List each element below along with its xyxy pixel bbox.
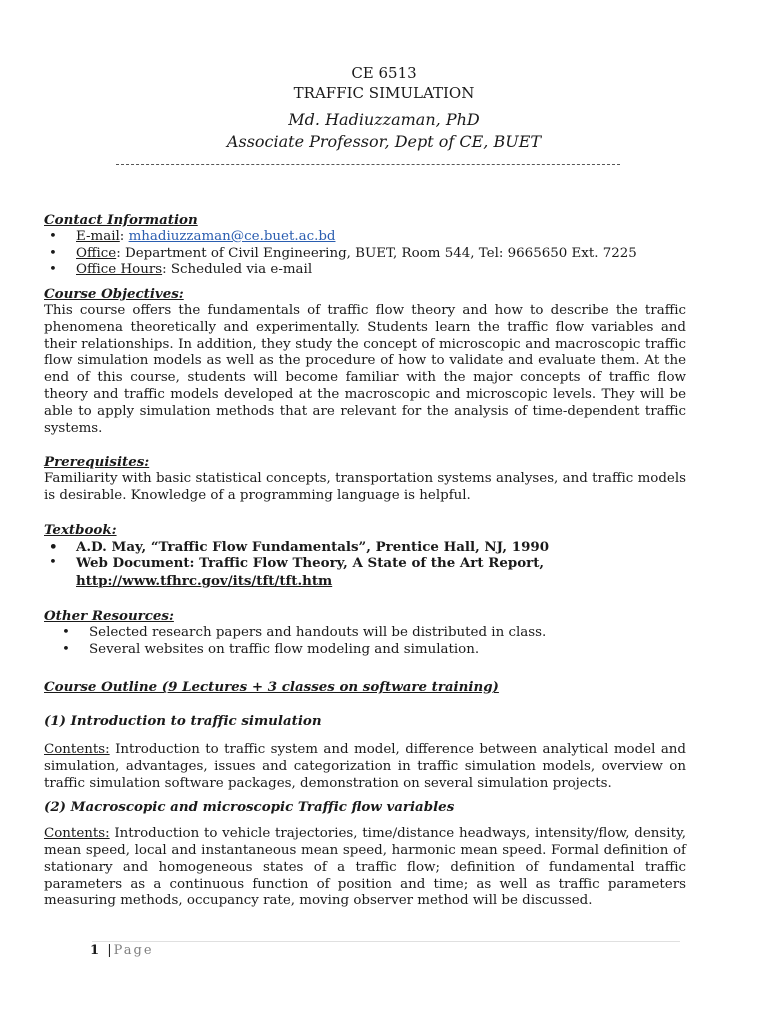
textbook-url-link[interactable]: http://www.tfhrc.gov/its/tft/tft.htm [76,573,333,590]
page-footer [90,943,154,958]
resources-heading: Other Resources: [44,607,174,624]
topic-1-title: (1) Introduction to traffic simulation [44,713,322,730]
textbook-item-2 [76,555,686,591]
textbook-heading: Textbook: [44,521,117,538]
topic-1-text: Introduction to traffic system and model, difference between analytical model and simulation, advantages, issues and categorization in traffic simulation models, overview on traffic simulation software packages, demonstration on several simulation projects. [44,741,686,791]
prerequisites-heading: Prerequisites: [44,454,150,471]
instructor-name: Md. Hadiuzzaman, PhD [288,110,480,129]
textbook-item-2-text: Web Document: Traffic Flow Theory, A State of the Art Report, [76,555,545,572]
course-title: TRAFFIC SIMULATION [293,84,475,102]
contact-hours-item [76,262,686,279]
topic-2-text: Introduction to vehicle trajectories, time/distance headways, intensity/flow, density, mean speed, local and instantaneous mean speed, harmonic mean speed. Formal definition of stationary and homogeneous states of a traffic flow; definition of fundamental traffic parameters as a continuous function of position and time; as well as traffic parameters measuring methods, occupancy rate, moving observer method will be discussed. [44,826,686,909]
office-value: : Department of Civil Engineering, BUET, Room 544, Tel: 9665650 Ext. 7225 [116,245,637,261]
hours-label: Office Hours [76,262,163,278]
page-separator: | [107,943,114,958]
topic-2-title: (2) Macroscopic and microscopic Traffic flow variables [44,799,455,816]
topic-1-label: Contents: [44,741,110,757]
page-label: Page [113,943,154,958]
prerequisites-text: Familiarity with basic statistical concepts, transportation systems analyses, and traffic models is desirable. Knowledge of a programming language is helpful. [44,471,686,503]
resources-list [44,625,686,659]
hours-value: : Scheduled via e-mail [162,262,313,278]
objectives-text: This course offers the fundamentals of traffic flow theory and how to describe the traffic phenomena theoretically and experimentally. Students learn the traffic flow variables and their relationships. In addition, they study the concept of microscopic and macroscopic traffic flow simulation models as well as the procedure of how to validate and evaluate them. At the end of this course, students will become familiar with the major concepts of traffic flow theory and traffic models developed at the macroscopic and microscopic levels. They will be able to apply simulation methods that are relevant for the analysis of time-dependent traffic systems. [44,302,686,436]
textbook-list [44,539,686,591]
contact-office-item [76,246,686,263]
topic-2-label: Contents: [44,826,110,842]
office-label: Office [76,245,117,261]
topic-1-contents [44,742,686,792]
contact-heading: Contact Information [44,212,198,228]
course-code: CE 6513 [351,64,417,82]
resources-item-1: • Selected research papers and handouts will be distributed in class. [89,625,686,642]
topic-2-contents [44,826,686,910]
contact-list [44,229,686,279]
email-link[interactable]: mhadiuzzaman@ce.buet.ac.bd [128,228,336,244]
syllabus-body [44,212,686,910]
objectives-heading: Course Objectives: [44,286,184,303]
page-number: 1 [90,943,102,958]
header-divider [116,164,620,165]
email-label: E-mail [76,228,120,244]
contact-email-item: • E-mail: mhadiuzzaman@ce.buet.ac.bd [76,229,686,246]
footer-divider [92,941,680,942]
textbook-item-1: • A.D. May, “Traffic Flow Fundamentals”, Prentice Hall, NJ, 1990 [76,539,686,556]
outline-heading: Course Outline (9 Lectures + 3 classes on software training) [44,679,499,696]
instructor-position: Associate Professor, Dept of CE, BUET [226,132,542,151]
resources-item-2: • Several websites on traffic flow modeling and simulation. [89,642,686,659]
